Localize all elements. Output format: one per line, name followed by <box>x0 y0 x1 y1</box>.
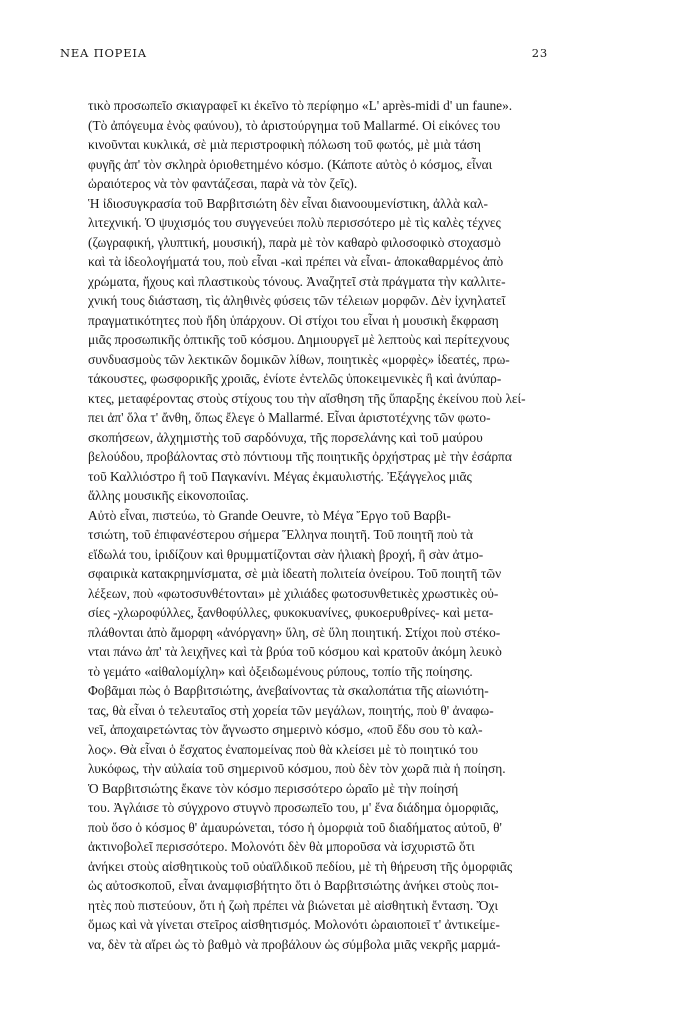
text-line: τάκουστες, φωσφορικῆς χροιᾶς, ἐνίοτε ἐντελῶς ὑποκειμενικὲς ἢ καὶ ἀνύπαρ- <box>88 371 502 386</box>
text-line: ποὺ ὅσο ὁ κόσμος θ' ἀμαυρώνεται, τόσο ἡ ὀμορφιὰ τοῦ διαδήματος αὐτοῦ, θ' <box>88 819 502 835</box>
text-line: χρώματα, ἤχους καὶ πλαστικοὺς τόνους. Ἀναζητεῖ στὰ πράγματα τὴν καλλιτε- <box>88 273 506 289</box>
journal-title: ΝΕΑ ΠΟΡΕΙΑ <box>60 46 147 60</box>
text-line: Αὐτὸ εἶναι, πιστεύω, τὸ Grande Oeuvre, τὸ Μέγα Ἔργο τοῦ Βαρβι- <box>88 507 451 523</box>
text-line: ὡραιότερος νὰ τὸν φαντάζεσαι, παρὰ νὰ τὸν ζεῖς). <box>88 176 358 191</box>
text-line: νται πάνω ἀπ' τὰ λειχῆνες καὶ τὰ βρύα τοῦ κόσμου καὶ κρατοῦν ἀκόμη λευκὸ <box>88 644 502 659</box>
text-line: ὅμως καὶ νὰ γίνεται στεῖρος αἰσθητισμός. Μολονότι ὡραιοποιεῖ τ' ἀντικείμε- <box>88 917 500 932</box>
text-line: κτες, μεταφέροντας στοὺς στίχους του τὴν αἴσθηση τῆς ὕπαρξης ἐκείνου ποὺ λεί- <box>88 390 526 406</box>
text-line: τας, θὰ εἶναι ὁ τελευταῖος στὴ χορεία τῶν μεγάλων, ποιητής, ποὺ θ' ἀναφω- <box>88 702 494 718</box>
text-line: συνδυασμοὺς τῶν λεκτικῶν δομικῶν λίθων, ποιητικὲς «μορφὲς» ἰδεατές, πρω- <box>88 351 510 367</box>
text-line: κινοῦνται κυκλικά, σὲ μιὰ περιστροφικὴ πόλωση τοῦ φωτός, μὲ μιὰ τάση <box>88 137 481 152</box>
text-line: λέξεων, ποὺ «φωτοσυνθέτονται» μὲ χιλιάδες φωτοσυνθετικὲς χρωστικὲς οὐ- <box>88 585 499 601</box>
text-line: Ὁ Βαρβιτσιώτης ἔκανε τὸν κόσμο περισσότερο ὡραῖο μὲ τὴν ποίησή <box>88 780 459 796</box>
text-line: Ἡ ἰδιοσυγκρασία τοῦ Βαρβιτσιώτη δὲν εἶναι διανοουμενίστικη, ἀλλὰ καλ- <box>88 195 488 211</box>
running-head <box>60 46 548 62</box>
text-line: (Τὸ ἀπόγευμα ἑνὸς φαύνου), τὸ ἀριστούργημα τοῦ Mallarmé. Οἱ εἰκόνες του <box>88 117 501 133</box>
text-line: ἀνήκει στοὺς αἰσθητικοὺς τοῦ οὐαϊλδικοῦ πεδίου, μὲ τὴ θήρευση τῆς ὀμορφιᾶς <box>88 858 513 874</box>
text-line: τὸ γεμάτο «αἰθαλομίχλη» καὶ ὀξειδωμένους ρύπους, τοπίο τῆς ποίησης. <box>88 663 473 679</box>
text-line: βελούδου, προβάλοντας στὸ πόντιουμ τῆς ποιητικῆς ὀρχήστρας μὲ τὴν ἐσάρπα <box>88 449 512 464</box>
text-line: πει ἀπ' ὅλα τ' ἄνθη, ὅπως ἔλεγε ὁ Mallarmé. Εἶναι ἀριστοτέχνης τῶν φωτο- <box>88 410 491 425</box>
text-line: σκοπήσεων, ἀλχημιστὴς τοῦ σαρδόνυχα, τῆς πορσελάνης καὶ τοῦ μαύρου <box>88 429 483 445</box>
text-line: ἀκτινοβολεῖ περισσότερο. Μολονότι δὲν θὰ μποροῦσα νὰ ἰσχυριστῶ ὅτι <box>88 839 475 854</box>
text-line: μιᾶς προσωπικῆς ὀπτικῆς τοῦ κόσμου. Δημιουργεῖ μὲ λεπτοὺς καὶ περίτεχνους <box>88 332 510 347</box>
text-line: εἴδωλά του, ἰριδίζουν καὶ θρυμματίζονται σὰν ἡλιακὴ βροχή, ἢ σὰν ἀτμο- <box>88 546 484 562</box>
text-line: τσιώτη, τοῦ ἐπιφανέστερου σήμερα Ἕλληνα ποιητῆ. Τοῦ ποιητῆ ποὺ τὰ <box>88 527 474 542</box>
text-line: λυκόφως, τὴν αὐλαία τοῦ σημερινοῦ κόσμου, ποὺ δὲν τὸν χωρᾶ πιὰ ἡ ποίηση. <box>88 761 506 776</box>
text-line: νεῖ, ἀποχαιρετώντας τὸν ἄγνωστο σημερινὸ κόσμο, «ποῦ ἔδυ σου τὸ καλ- <box>88 722 483 737</box>
page-number: 23 <box>531 46 548 60</box>
text-line: πλάθονται ἀπὸ ἄμορφη «ἀνόργανη» ὕλη, σὲ ὕλη ποιητική. Στίχοι ποὺ στέκο- <box>88 624 501 640</box>
text-line: ὡς αὐτοσκοποῦ, εἶναι ἀναμφισβήτητο ὅτι ὁ Βαρβιτσιώτης ἀνήκει στοὺς ποι- <box>88 878 499 893</box>
text-line: τοῦ Καλλιόστρο ἢ τοῦ Παγκανίνι. Μέγας ἐκμαυλιστής. Ἐξάγγελος μιᾶς <box>88 468 472 484</box>
text-line: τικὸ προσωπεῖο σκιαγραφεῖ κι ἐκεῖνο τὸ περίφημο «L' après-midi d' un faune». <box>88 98 513 113</box>
text-line: του. Ἀγλάισε τὸ σύγχρονο στυγνὸ προσωπεῖο του, μ' ἕνα διάδημα ὀμορφιᾶς, <box>88 800 499 815</box>
text-line: χνική τους διάσταση, τὶς ἀληθινὲς φύσεις τῶν τέλειων μορφῶν. Δὲν ἰχνηλατεῖ <box>88 293 506 308</box>
text-line: (ζωγραφική, γλυπτική, μουσική), παρὰ μὲ τὸν καθαρὸ φιλοσοφικὸ στοχασμὸ <box>88 234 501 250</box>
text-line: Φοβᾶμαι πὼς ὁ Βαρβιτσιώτης, ἀνεβαίνοντας τὰ σκαλοπάτια τῆς αἰωνιότη- <box>88 683 489 698</box>
text-line: λιτεχνική. Ὁ ψυχισμός του συγγενεύει πολὺ περισσότερο μὲ τὶς καλὲς τέχνες <box>88 215 501 230</box>
text-line: ἄλλης μουσικῆς εἰκονοποιΐας. <box>88 488 249 503</box>
text-line: πραγματικότητες ποὺ ἤδη ὑπάρχουν. Οἱ στίχοι του εἶναι ἡ μουσικὴ ἔκφραση <box>88 312 499 328</box>
text-line: φυγῆς ἀπ' τὸν σκληρὰ ὁριοθετημένο κόσμο. (Κάποτε αὐτὸς ὁ κόσμος, εἶναι <box>88 156 493 172</box>
text-line: να, δὲν τὰ αἴρει ὡς τὸ βαθμὸ νὰ προβάλουν ὡς σύμβολα μιᾶς νεκρῆς μαρμά- <box>88 936 501 952</box>
text-line: ητὲς ποὺ πιστεύουν, ὅτι ἡ ζωὴ πρέπει νὰ βιώνεται μὲ αἰσθητικὴ ἔνταση. Ὄχι <box>88 897 499 913</box>
text-line: σίες -χλωροφύλλες, ξανθοφύλλες, φυκοκυανίνες, φυκοερυθρίνες- καὶ μετα- <box>88 605 494 620</box>
article-body <box>88 96 554 954</box>
text-line: λος». Θὰ εἶναι ὁ ἔσχατος ἐναπομείνας ποὺ θὰ κλείσει μὲ τὸ ποιητικό του <box>88 741 479 757</box>
text-line: σφαιρικὰ κατακρημνίσματα, σὲ μιὰ ἰδεατὴ πολιτεία ὀνείρου. Τοῦ ποιητῆ τῶν <box>88 566 502 581</box>
text-line: καὶ τὰ ἰδεολογήματά του, ποὺ εἶναι -καὶ πρέπει νὰ εἶναι- ἀποκαθαρμένος ἀπὸ <box>88 254 504 269</box>
